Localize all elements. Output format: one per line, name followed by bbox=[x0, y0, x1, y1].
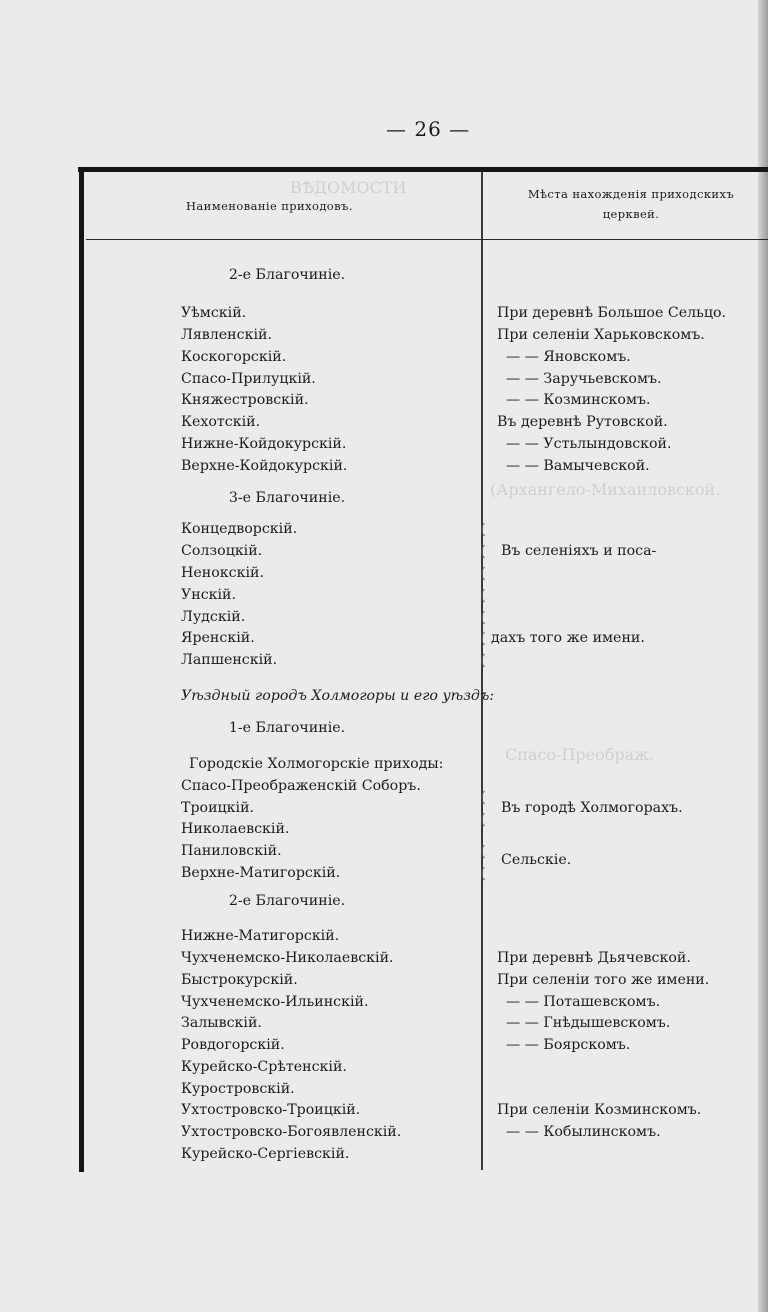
church-location: — — Заручьевскомъ. bbox=[506, 371, 662, 387]
brace-mark: ( bbox=[480, 810, 486, 828]
brace-mark: ( bbox=[480, 542, 486, 560]
table-column-divider bbox=[481, 172, 483, 1170]
parish-name: Куростровскій. bbox=[181, 1081, 295, 1097]
parish-name: Нижне-Матигорскій. bbox=[181, 928, 340, 944]
church-location: При деревнѣ Дьячевской. bbox=[497, 950, 691, 966]
page-edge bbox=[758, 0, 768, 1312]
church-location: При селеніи того же имени. bbox=[497, 972, 710, 988]
church-location: При селеніи Козминскомъ. bbox=[497, 1102, 702, 1118]
parish-name: Солзоцкій. bbox=[181, 543, 263, 559]
brace-mark: ( bbox=[480, 520, 486, 538]
brace-mark: ( bbox=[480, 629, 486, 647]
bleed-through: Спасо-Преображ. bbox=[505, 745, 654, 764]
brace-mark: ( bbox=[480, 608, 486, 626]
parish-name: Уѣмскій. bbox=[181, 305, 247, 321]
parish-name: Верхне-Матигорскій. bbox=[181, 865, 341, 881]
parish-name: Ровдогорскій. bbox=[181, 1037, 285, 1053]
parish-name: Кехотскій. bbox=[181, 414, 261, 430]
parish-name: Нижне-Койдокурскій. bbox=[181, 436, 347, 452]
parish-name: Троицкій. bbox=[181, 800, 255, 816]
brace-mark: ( bbox=[480, 586, 486, 604]
church-location: — — Боярскомъ. bbox=[506, 1037, 631, 1053]
parish-name: Спасо-Преображенскій Соборъ. bbox=[181, 778, 421, 794]
parish-name: Паниловскій. bbox=[181, 843, 282, 859]
church-location: — — Устьлындовской. bbox=[506, 436, 672, 452]
parish-name: Верхне-Койдокурскій. bbox=[181, 458, 348, 474]
parish-name: Николаевскій. bbox=[181, 821, 290, 837]
church-location: — — Поташевскомъ. bbox=[506, 994, 661, 1010]
bleed-through: (Архангело-Михаиловской. bbox=[490, 480, 721, 499]
church-location: При селеніи Харьковскомъ. bbox=[497, 327, 705, 343]
brace-mark: ( bbox=[480, 651, 486, 669]
brace-mark: ( bbox=[480, 564, 486, 582]
church-location: дахъ того же имени. bbox=[491, 630, 645, 646]
parish-name: Княжестровскій. bbox=[181, 392, 309, 408]
table-left-rule bbox=[79, 167, 84, 1172]
parish-name: Лявленскій. bbox=[181, 327, 272, 343]
bleed-through: ВѢДОМОСТИ bbox=[290, 178, 407, 197]
section-heading: 2-е Благочиніе. bbox=[228, 893, 346, 909]
parish-name: Ухтостровско-Троицкій. bbox=[181, 1102, 361, 1118]
parish-name: Концедворскій. bbox=[181, 521, 298, 537]
table-header-rule bbox=[86, 239, 768, 240]
parish-name: Чухченемско-Николаевскій. bbox=[181, 950, 394, 966]
parish-name: Яренскій. bbox=[181, 630, 255, 646]
column-header-parishes: Наименованіе приходовъ. bbox=[186, 199, 353, 213]
church-location: Въ городѣ Холмогорахъ. bbox=[501, 800, 683, 816]
church-location: — — Кобылинскомъ. bbox=[506, 1124, 661, 1140]
church-location: Въ селеніяхъ и поса- bbox=[501, 543, 657, 559]
parish-name: Унскій. bbox=[181, 587, 237, 603]
church-location: Въ деревнѣ Рутовской. bbox=[497, 414, 668, 430]
section-heading: 1-е Благочиніе. bbox=[228, 720, 346, 736]
church-location: — — Козминскомъ. bbox=[506, 392, 651, 408]
column-header-locations-line1: Мѣста нахожденія приходскихъ bbox=[527, 187, 735, 201]
church-location: — — Гнѣдышевскомъ. bbox=[506, 1015, 671, 1031]
parish-name: Коскогорскій. bbox=[181, 349, 287, 365]
section-heading: 3-е Благочиніе. bbox=[228, 490, 346, 506]
parish-name: Чухченемско-Ильинскій. bbox=[181, 994, 369, 1010]
column-header-locations bbox=[503, 184, 759, 224]
parish-name: Лудскій. bbox=[181, 609, 246, 625]
column-header-locations-line2: церквей. bbox=[602, 207, 660, 221]
parish-name: Курейско-Сергіевскій. bbox=[181, 1146, 350, 1162]
parish-name: Залывскій. bbox=[181, 1015, 262, 1031]
section-heading: 2-е Благочиніе. bbox=[228, 267, 346, 283]
subsection-heading: Городскіе Холмогорскіе приходы: bbox=[189, 756, 444, 772]
table-top-rule bbox=[78, 167, 768, 172]
parish-name: Спасо-Прилуцкій. bbox=[181, 371, 316, 387]
brace-mark: ( bbox=[480, 842, 486, 860]
district-heading: Уѣздный городъ Холмогоры и его уѣздъ: bbox=[181, 688, 495, 704]
church-location: — — Вамычевской. bbox=[506, 458, 650, 474]
parish-name: Ненокскій. bbox=[181, 565, 264, 581]
parish-name: Быстрокурскій. bbox=[181, 972, 298, 988]
church-location: — — Яновскомъ. bbox=[506, 349, 631, 365]
page-number: — 26 — bbox=[386, 117, 471, 141]
parish-name: Курейско-Срѣтенскій. bbox=[181, 1059, 347, 1075]
brace-mark: ( bbox=[480, 788, 486, 806]
parish-name: Ухтостровско-Богоявленскій. bbox=[181, 1124, 402, 1140]
parish-name: Лапшенскій. bbox=[181, 652, 278, 668]
brace-mark: ( bbox=[480, 864, 486, 882]
church-location: Сельскіе. bbox=[501, 852, 572, 868]
church-location: При деревнѣ Большое Сельцо. bbox=[497, 305, 727, 321]
